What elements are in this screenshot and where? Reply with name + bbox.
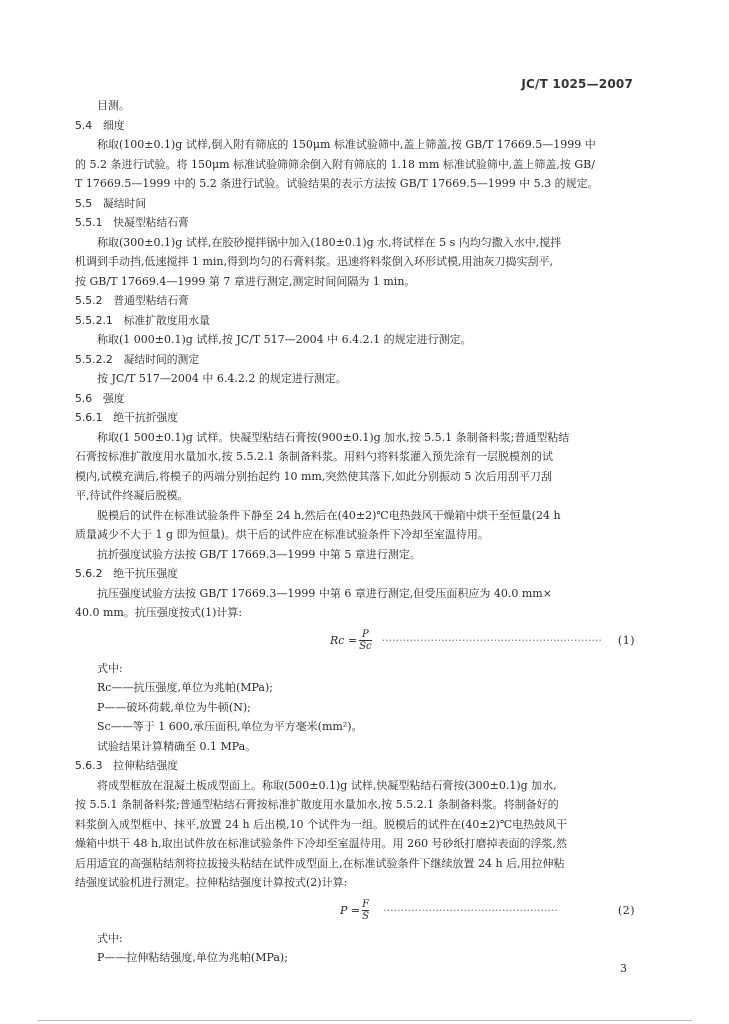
section-heading: 5.5.2.1 标准扩散度用水量 bbox=[75, 313, 210, 327]
text-line: Rc——抗压强度,单位为兆帕(MPa); bbox=[97, 681, 273, 694]
formula-2-leader: ·················································· bbox=[383, 904, 558, 917]
section-heading: 5.6.3 拉伸粘结强度 bbox=[75, 759, 179, 772]
formula-1-numerator: P bbox=[362, 629, 369, 640]
document-body bbox=[75, 96, 635, 968]
text-line: P——拉伸粘结强度,单位为兆帕(MPa); bbox=[97, 951, 288, 964]
section-heading: 5.5.1 快凝型粘结石膏 bbox=[75, 216, 189, 229]
text-line: 按 JC/T 517—2004 中 6.4.2.2 的规定进行测定。 bbox=[97, 372, 347, 385]
formula-2-number: (2) bbox=[617, 904, 635, 917]
text-line: 将成型框放在混凝土板成型面上。称取(500±0.1)g 试样,快凝型粘结石膏按(300±0.1)g 加水, bbox=[97, 778, 557, 792]
text-block-3 bbox=[75, 929, 635, 968]
text-block-1 bbox=[75, 96, 635, 623]
text-line: 燥箱中烘干 48 h,取出试件放在标准试验条件下冷却至室温待用。用 260 号砂纸打磨掉表面的浮浆,然 bbox=[75, 837, 568, 850]
text-line: 抗压强度试验方法按 GB/T 17669.3—1999 中第 6 章进行测定,但受压面积应为 40.0 mm× bbox=[97, 586, 552, 600]
text-line: 40.0 mm。抗压强度按式(1)计算: bbox=[75, 606, 243, 619]
text-line: 的 5.2 条进行试验。将 150μm 标准试验筛筛余倒入附有筛底的 1.18 mm 标准试验筛中,盖上筛盖,按 GB/ bbox=[75, 157, 595, 171]
text-line: 式中: bbox=[97, 661, 123, 675]
text-block-2 bbox=[75, 659, 635, 893]
formula-2-expression bbox=[75, 899, 558, 922]
formula-2-lhs: P = bbox=[340, 904, 361, 917]
section-heading: 5.6.2 绝干抗压强度 bbox=[75, 567, 179, 580]
text-line: 称取(1 500±0.1)g 试样。快凝型粘结石膏按(900±0.1)g 加水,按 5.5.1 条制备料浆;普通型粘结 bbox=[97, 430, 570, 444]
formula-1-number: (1) bbox=[617, 634, 635, 647]
text-line: Sc——等于 1 600,承压面积,单位为平方毫米(mm²)。 bbox=[97, 720, 363, 733]
text-line: 模内,试模充满后,将模子的两端分别抬起约 10 mm,突然使其落下,如此分别振动 5 次后用刮平刀刮 bbox=[75, 469, 552, 483]
text-line: 称取(1 000±0.1)g 试样,按 JC/T 517—2004 中 6.4.2.1 的规定进行测定。 bbox=[97, 333, 472, 346]
bottom-rule bbox=[38, 1020, 692, 1021]
text-line: T 17669.5—1999 中的 5.2 条进行试验。试验结果的表示方法按 GB/T 17669.5—1999 中 5.3 的规定。 bbox=[75, 177, 599, 190]
text-line: 目测。 bbox=[97, 99, 130, 112]
text-line: 称取(100±0.1)g 试样,倒入附有筛底的 150μm 标准试验筛中,盖上筛盖,按 GB/T 17669.5—1999 中 bbox=[97, 138, 596, 151]
text-line: 料浆倒入成型框中、抹平,放置 24 h 后出模,10 个试件为一组。脱模后的试件在(40±2)℃电热鼓风干 bbox=[75, 817, 568, 831]
text-line: 石膏按标准扩散度用水量加水,按 5.5.2.1 条制备料浆。用料勺将料浆灌入预先涂有一层脱模剂的试 bbox=[75, 450, 553, 463]
formula-2-denominator: S bbox=[362, 911, 370, 922]
section-heading: 5.5.2.2 凝结时间的测定 bbox=[75, 352, 200, 366]
formula-2-fraction bbox=[362, 899, 369, 922]
formula-2 bbox=[75, 893, 635, 929]
section-heading: 5.6 强度 bbox=[75, 391, 125, 405]
section-heading: 5.5 凝结时间 bbox=[75, 196, 147, 210]
text-line: 后用适宜的高强粘结剂将拉拔接头粘结在试件成型面上,在标准试验条件下继续放置 24 h 后,用拉伸粘 bbox=[75, 856, 565, 870]
text-line: 称取(300±0.1)g 试样,在胶砂搅拌锅中加入(180±0.1)g 水,将试样在 5 s 内均匀撒入水中,搅拌 bbox=[97, 235, 562, 249]
formula-1-expression bbox=[75, 629, 602, 652]
text-line: 抗折强度试验方法按 GB/T 17669.3—1999 中第 5 章进行测定。 bbox=[97, 547, 421, 561]
text-line: 结强度试验机进行测定。拉伸粘结强度计算按式(2)计算: bbox=[75, 876, 348, 889]
text-line: 机调到手动挡,低速搅拌 1 min,得到均匀的石膏料浆。迅速将料浆倒入环形试模,用油灰刀捣实刮平, bbox=[75, 255, 554, 268]
text-line: 按 5.5.1 条制备料浆;普通型粘结石膏按标准扩散度用水量加水,按 5.5.2.1 条制备料浆。将制备好的 bbox=[75, 798, 559, 811]
standard-number: JC/T 1025—2007 bbox=[521, 77, 633, 91]
page-number: 3 bbox=[620, 962, 627, 975]
formula-1-fraction bbox=[359, 629, 371, 652]
section-heading: 5.5.2 普通型粘结石膏 bbox=[75, 294, 189, 307]
text-line: 脱模后的试件在标准试验条件下静至 24 h,然后在(40±2)℃电热鼓风干燥箱中烘干至恒量(24 h bbox=[97, 508, 561, 522]
text-line: 按 GB/T 17669.4—1999 第 7 章进行测定,测定时间间隔为 1 min。 bbox=[75, 274, 416, 288]
formula-2-numerator: F bbox=[362, 899, 370, 910]
text-line: 试验结果计算精确至 0.1 MPa。 bbox=[97, 739, 257, 753]
text-line: 式中: bbox=[97, 931, 123, 945]
formula-1-denominator: Sc bbox=[359, 641, 372, 652]
formula-1 bbox=[75, 623, 635, 659]
section-heading: 5.4 细度 bbox=[75, 118, 125, 132]
text-line: P——破坏荷载,单位为牛顿(N); bbox=[97, 700, 251, 714]
section-heading: 5.6.1 绝干抗折强度 bbox=[75, 411, 179, 424]
text-line: 质量减少不大于 1 g 即为恒量)。烘干后的试件应在标准试验条件下冷却至室温待用。 bbox=[75, 528, 489, 541]
formula-1-leader: ······························································· bbox=[381, 634, 602, 647]
formula-1-lhs: Rc = bbox=[330, 634, 358, 647]
text-line: 平,待试件终凝后脱模。 bbox=[75, 489, 189, 502]
